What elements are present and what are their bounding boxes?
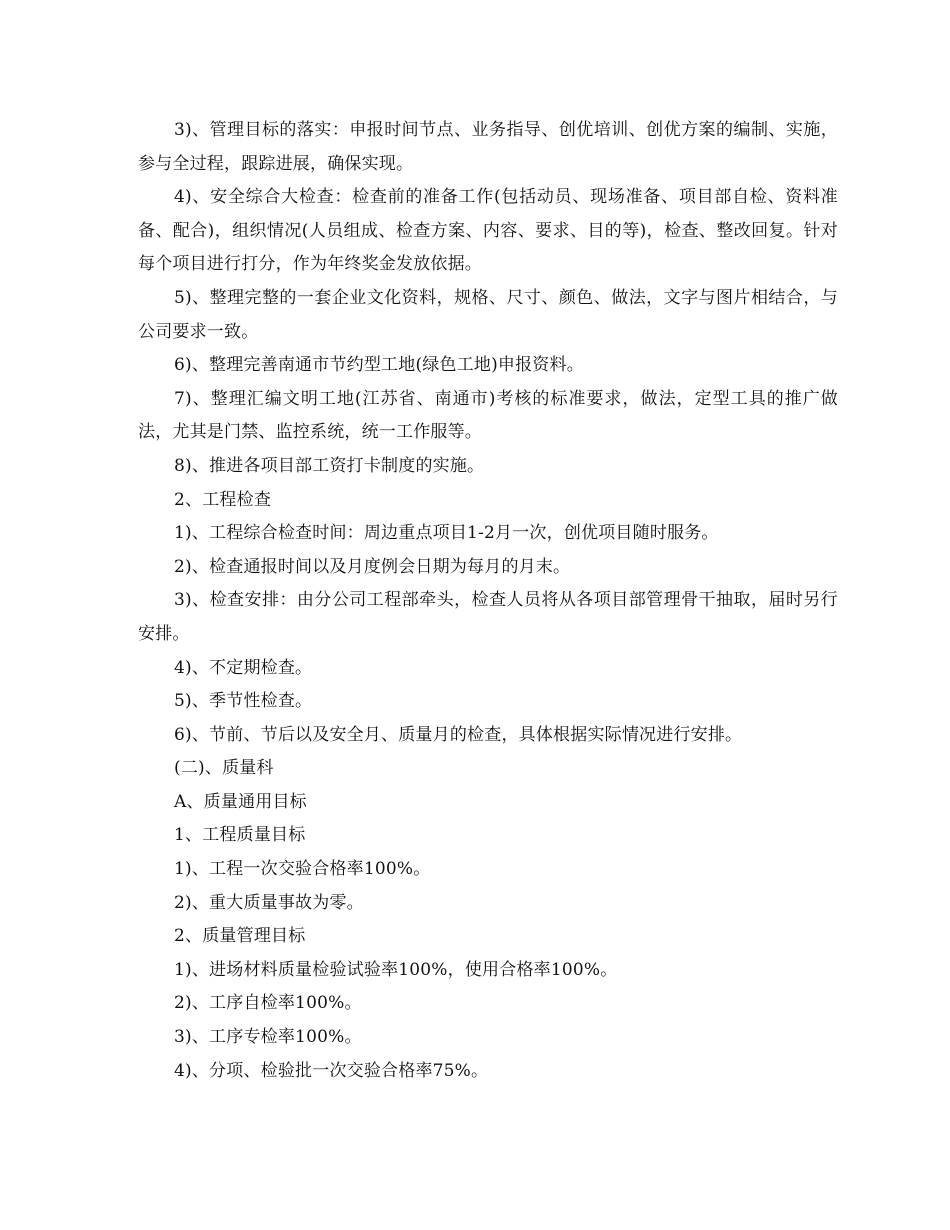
paragraph: 2)、重大质量事故为零。	[174, 892, 364, 913]
paragraph: 6)、整理完善南通市节约型工地(绿色工地)申报资料。	[174, 355, 584, 376]
section-heading: 1、工程质量目标	[174, 825, 306, 846]
section-heading: A、质量通用目标	[174, 791, 307, 812]
paragraph: 8)、推进各项目部工资打卡制度的实施。	[174, 455, 485, 476]
section-heading: (二)、质量科	[174, 758, 274, 779]
paragraph: 4)、不定期检查。	[174, 657, 313, 678]
section-heading: 2、工程检查	[174, 489, 272, 510]
paragraph: 5)、整理完整的一套企业文化资料，规格、尺寸、颜色、做法，文字与图片相结合，与公司要求一致。	[138, 287, 838, 342]
paragraph: 7)、整理汇编文明工地(江苏省、南通市)考核的标准要求，做法，定型工具的推广做法，尤其是门禁、监控系统，统一工作服等。	[138, 388, 838, 443]
paragraph: 5)、季节性检查。	[174, 691, 313, 712]
paragraph: 3)、检查安排：由分公司工程部牵头，检查人员将从各项目部管理骨干抽取，届时另行安排。	[138, 590, 838, 644]
section-heading: 2、质量管理目标	[174, 926, 306, 947]
paragraph: 3)、管理目标的落实：申报时间节点、业务指导、创优培训、创优方案的编制、实施，参与全过程，跟踪进展，确保实现。	[138, 120, 838, 174]
paragraph: 4)、分项、检验批一次交验合格率75%。	[174, 1060, 489, 1081]
paragraph: 2)、工序自检率100%。	[174, 993, 362, 1014]
paragraph: 4)、安全综合大检查：检查前的准备工作(包括动员、现场准备、项目部自检、资料准备、配合)，组织情况(人员组成、检查方案、内容、要求、目的等)，检查、整改回复。针对每个项目进行打分，作为年终奖金发放依据。	[138, 187, 838, 275]
paragraph: 3)、工序专检率100%。	[174, 1027, 362, 1048]
paragraph: 1)、工程一次交验合格率100%。	[174, 859, 431, 880]
paragraph: 6)、节前、节后以及安全月、质量月的检查，具体根据实际情况进行安排。	[174, 724, 743, 745]
document-body	[138, 114, 838, 1088]
paragraph: 1)、工程综合检查时间：周边重点项目1-2月一次，创优项目随时服务。	[174, 523, 719, 544]
paragraph: 2)、检查通报时间以及月度例会日期为每月的月末。	[174, 556, 571, 577]
paragraph: 1)、进场材料质量检验试验率100%，使用合格率100%。	[174, 959, 618, 980]
